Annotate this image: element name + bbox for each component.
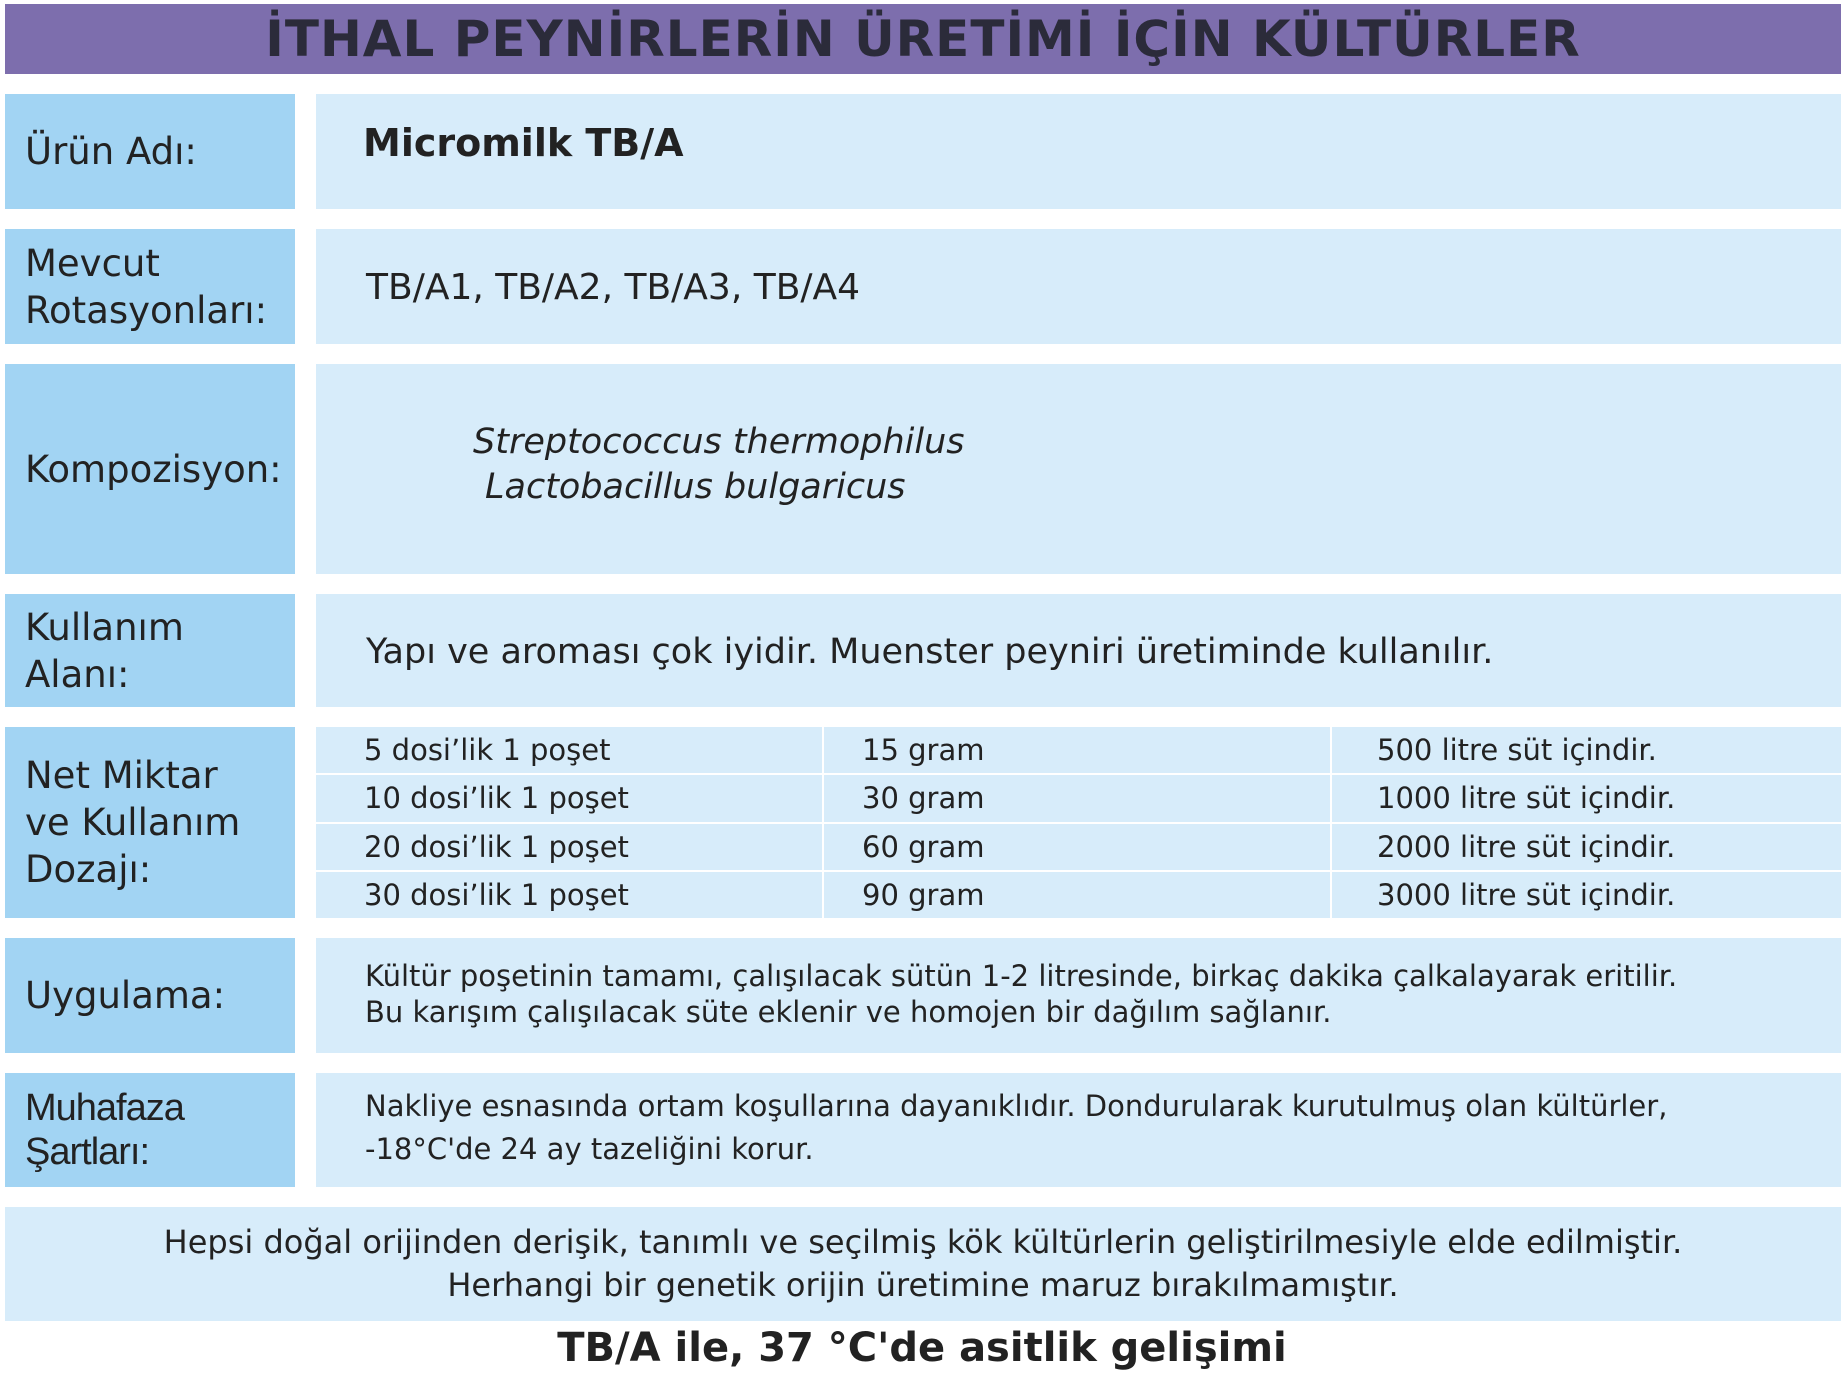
dosage-label-line1: Net Miktar bbox=[25, 754, 218, 797]
dosage-package-cell: 30 dosi’lik 1 poşet bbox=[316, 872, 822, 918]
dosage-label-line3: Dozajı: bbox=[25, 848, 152, 891]
rotations-label-line2: Rotasyonları: bbox=[25, 288, 268, 332]
product-value-cell bbox=[316, 94, 1841, 209]
product-name: Micromilk TB/A bbox=[363, 121, 684, 165]
application-label: Uygulama: bbox=[25, 974, 226, 1017]
dosage-volume-cell: 2000 litre süt içindir. bbox=[1332, 824, 1841, 870]
rotations-label-line1: Mevcut bbox=[25, 241, 160, 285]
dosage-weight-cell: 30 gram bbox=[824, 775, 1330, 821]
usage-area-value-cell bbox=[316, 594, 1841, 707]
composition-organism-1: Streptococcus thermophilus bbox=[473, 422, 965, 462]
usage-area-label-line2: Alanı: bbox=[25, 652, 130, 696]
storage-line-1: Nakliye esnasında ortam koşullarına dayanıklıdır. Dondurularak kurutulmuş olan kültürler, bbox=[365, 1089, 1668, 1123]
product-label: Ürün Adı: bbox=[25, 130, 197, 173]
dosage-package-cell: 20 dosi’lik 1 poşet bbox=[316, 824, 822, 870]
storage-value-cell bbox=[316, 1073, 1841, 1187]
application-label-cell bbox=[5, 938, 295, 1053]
page-title: İTHAL PEYNİRLERİN ÜRETİMİ İÇİN KÜLTÜRLER bbox=[265, 10, 1581, 68]
chart-caption: TB/A ile, 37 °C'de asitlik gelişimi bbox=[557, 1325, 1287, 1371]
storage-line-2: -18°C'de 24 ay tazeliğini korur. bbox=[365, 1132, 814, 1166]
application-line-1: Kültür poşetinin tamamı, çalışılacak sütün 1-2 litresinde, birkaç dakika çalkalayarak eritilir. bbox=[365, 959, 1678, 993]
storage-label-cell bbox=[5, 1073, 295, 1187]
dosage-package-cell: 5 dosi’lik 1 poşet bbox=[316, 727, 822, 773]
dosage-table bbox=[316, 727, 1841, 918]
footer-line-2: Herhangi bir genetik orijin üretimine maruz bırakılmamıştır. bbox=[447, 1266, 1399, 1304]
storage-label-line1: Muhafaza bbox=[25, 1087, 184, 1129]
composition-label: Kompozisyon: bbox=[25, 447, 282, 491]
rotations-value: TB/A1, TB/A2, TB/A3, TB/A4 bbox=[366, 267, 861, 308]
dosage-weight-cell: 60 gram bbox=[824, 824, 1330, 870]
dosage-volume-cell: 3000 litre süt içindir. bbox=[1332, 872, 1841, 918]
rotations-value-cell bbox=[316, 229, 1841, 344]
footer-note bbox=[5, 1207, 1841, 1321]
dosage-package-cell: 10 dosi’lik 1 poşet bbox=[316, 775, 822, 821]
dosage-weight-cell: 90 gram bbox=[824, 872, 1330, 918]
page-title-bar bbox=[5, 4, 1841, 74]
composition-label-cell bbox=[5, 364, 295, 574]
footer-line-1: Hepsi doğal orijinden derişik, tanımlı ve seçilmiş kök kültürlerin geliştirilmesiyle elde edilmiştir. bbox=[163, 1223, 1683, 1261]
dosage-label-line2: ve Kullanım bbox=[25, 801, 241, 844]
composition-value-cell bbox=[316, 364, 1841, 574]
application-value-cell bbox=[316, 938, 1841, 1053]
usage-area-value: Yapı ve aroması çok iyidir. Muenster peyniri üretiminde kullanılır. bbox=[366, 632, 1494, 672]
dosage-weight-cell: 15 gram bbox=[824, 727, 1330, 773]
usage-area-label-line1: Kullanım bbox=[25, 605, 184, 649]
usage-area-label-cell bbox=[5, 594, 295, 707]
dosage-volume-cell: 500 litre süt içindir. bbox=[1332, 727, 1841, 773]
product-label-cell bbox=[5, 94, 295, 209]
dosage-volume-cell: 1000 litre süt içindir. bbox=[1332, 775, 1841, 821]
application-line-2: Bu karışım çalışılacak süte eklenir ve homojen bir dağılım sağlanır. bbox=[365, 995, 1332, 1029]
dosage-label-cell bbox=[5, 727, 295, 918]
composition-organism-2: Lactobacillus bulgaricus bbox=[485, 467, 906, 507]
rotations-label-cell bbox=[5, 229, 295, 344]
storage-label-line2: Şartları: bbox=[25, 1131, 150, 1173]
